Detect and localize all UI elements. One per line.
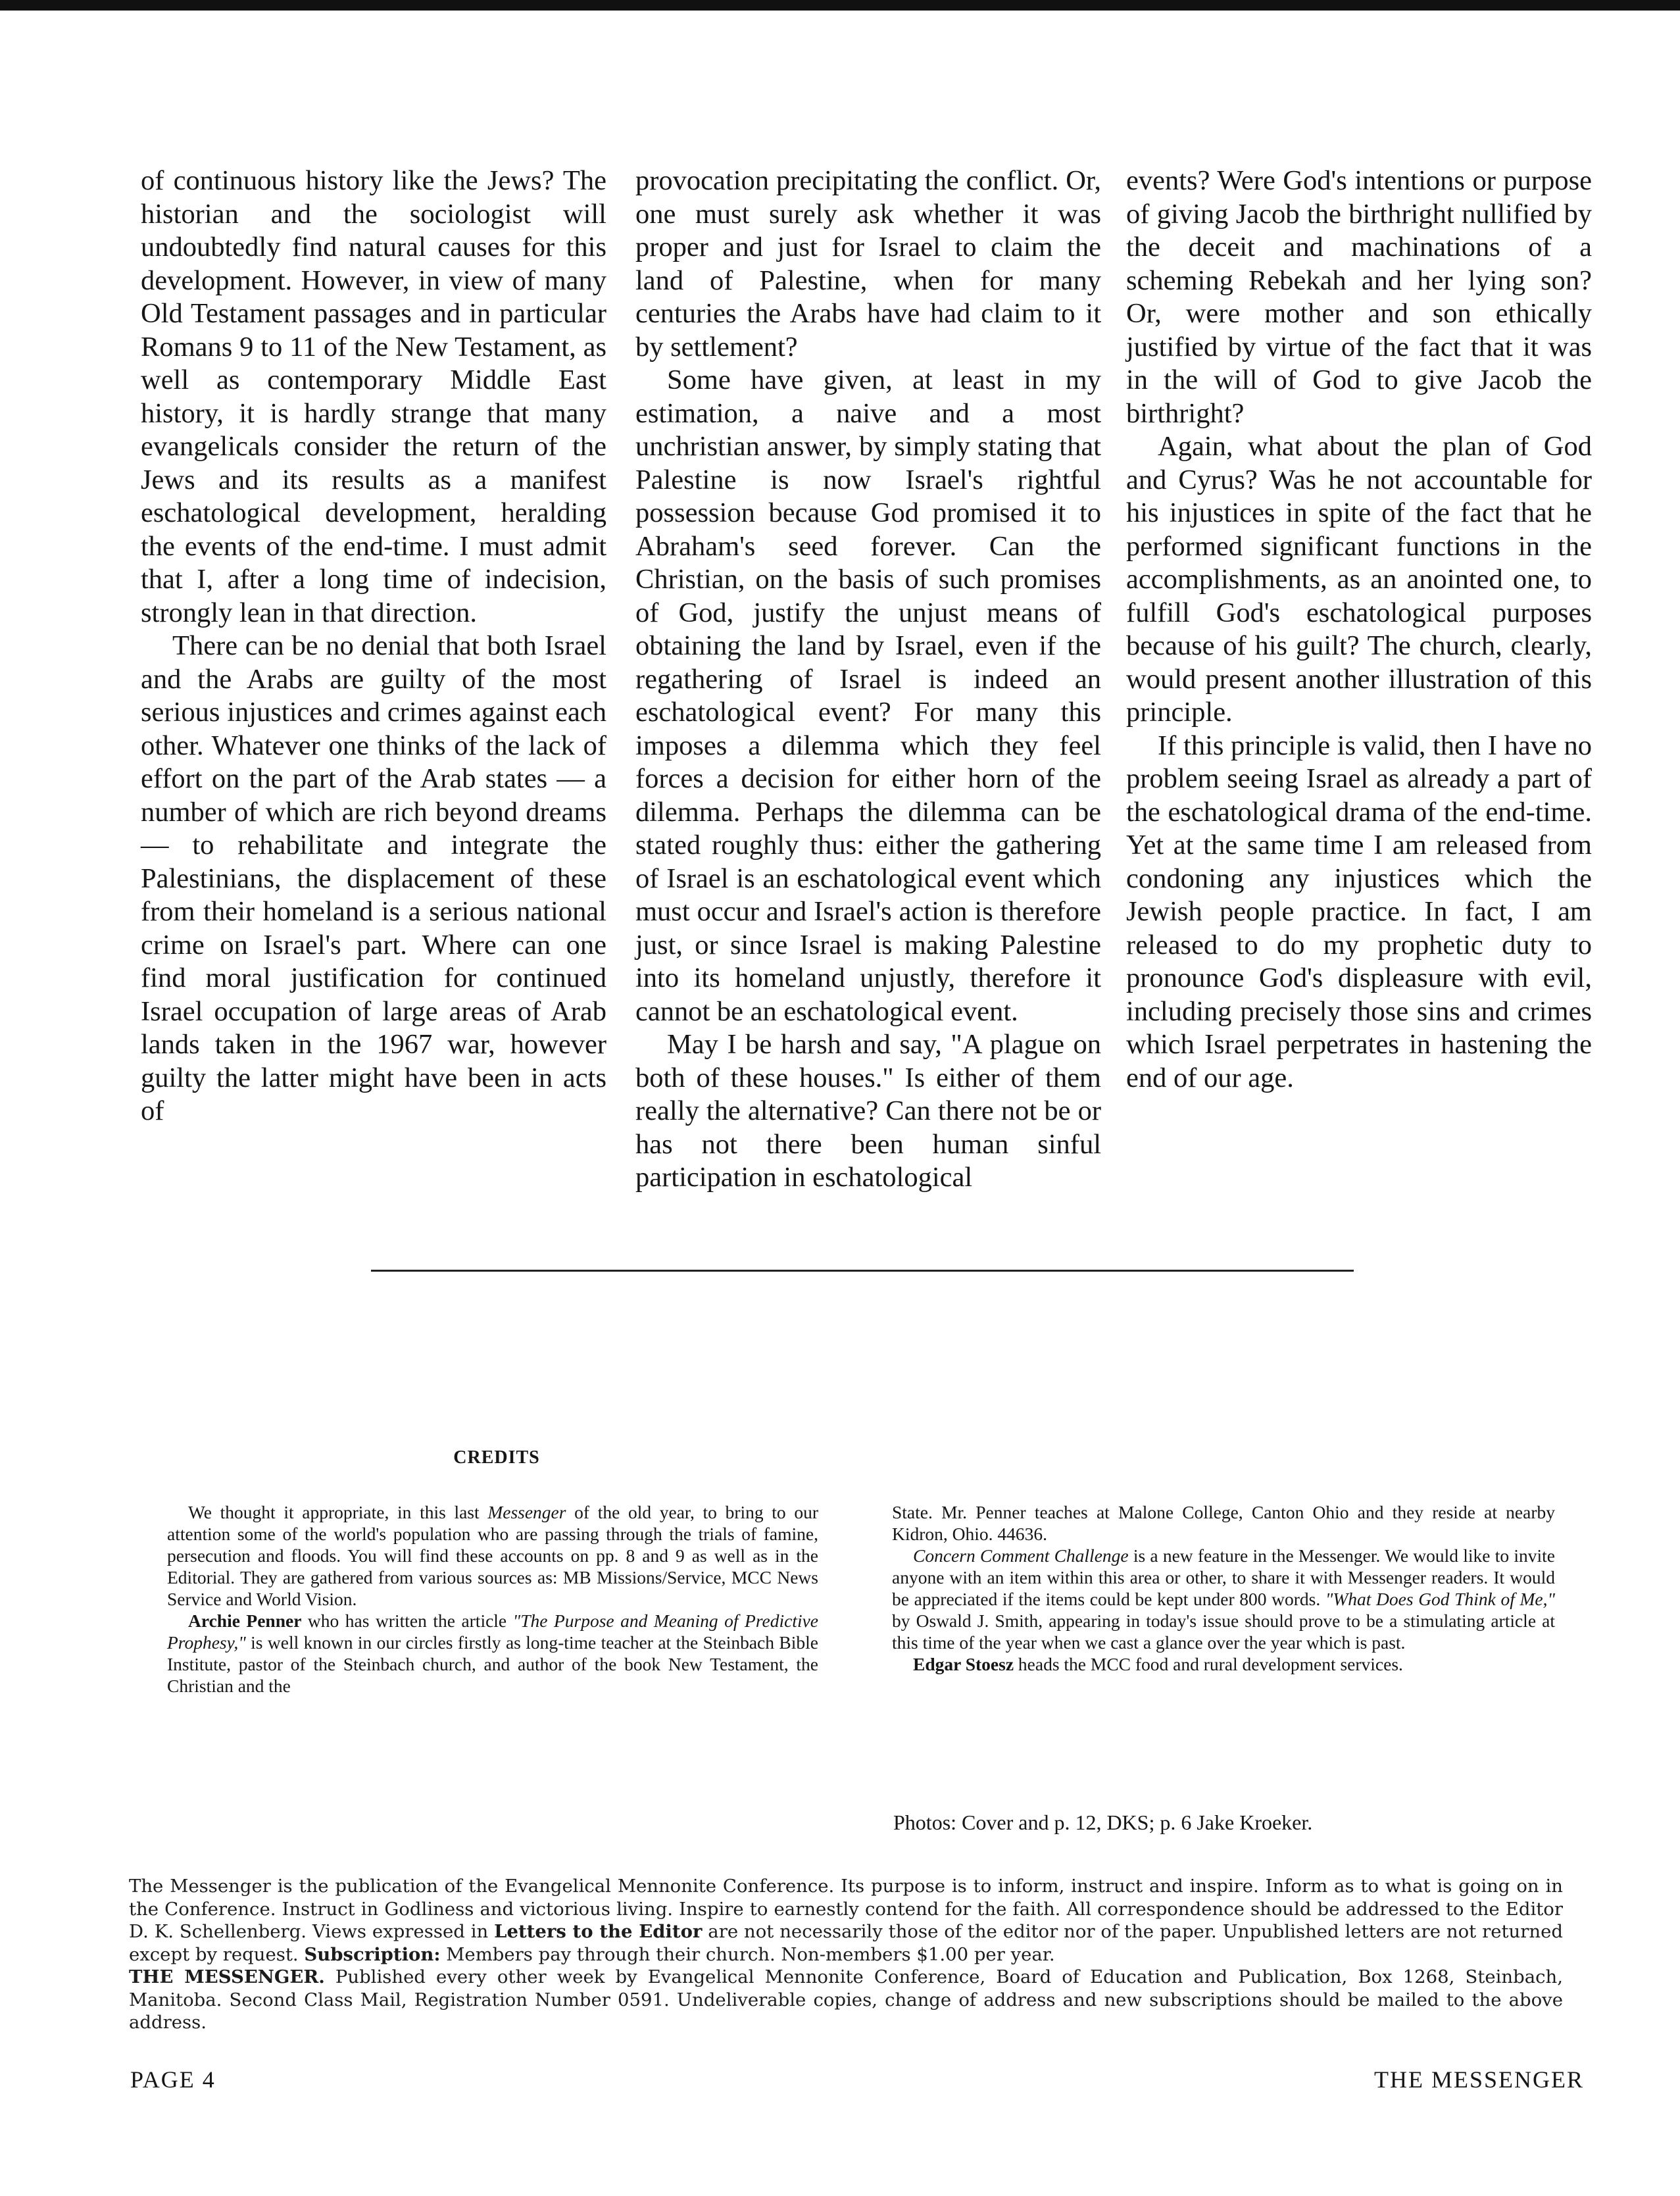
- page-number: PAGE 4: [130, 2066, 216, 2093]
- credits-heading: CREDITS: [453, 1447, 540, 1468]
- article-paragraph: If this principle is valid, then I have no problem seeing Israel as already a part of the eschatological drama of the end-time. Yet at the same time I am released from condoning any injustices which the Jewish people practice. In fact, I am released to do my prophetic duty to pronounce God's displeasure with evil, including precisely those sins and crimes which Israel perpetrates in hastening the end of our age.: [1126, 730, 1592, 1093]
- author-name: Edgar Stoesz: [913, 1654, 1014, 1674]
- article-paragraph: There can be no denial that both Israel and the Arabs are guilty of the most serious injustices and crimes against each other. Whatever one thinks of the lack of effort on the part of the Arab states — a number of which are rich beyond dreams — to rehabilitate and integrate the Palestinians, the displacement of these from their homeland is a serious national crime on Israel's part. Where can one find moral justification for continued Israel occupation of large areas of Arab lands taken in the 1967 war, however guilty the latter might have been in acts of: [141, 630, 606, 1126]
- article-paragraph: May I be harsh and say, "A plague on both of these houses." Is either of them really the alternative? Can there not be or has not there been human sinful participation in eschatological: [635, 1029, 1101, 1193]
- credits-column-right: [892, 1501, 1555, 1675]
- article-title: "The Purpose and Meaning of Predictive Prophesy,": [167, 1610, 818, 1653]
- credits-column-left: [167, 1501, 818, 1697]
- masthead-paragraph: The Messenger is the publication of the Evangelical Mennonite Conference. Its purpose is to inform, instruct and inspire. Inform as to what is going on in the Conference. Instruct in Godliness and victorious living. Inspire to earnestly contend for the faith. All correspondence should be addressed to the Editor D. K. Schellenberg. Views expressed in Letters to the Editor are not necessarily those of the editor nor of the paper. Unpublished letters are not returned except by request. Subscription: Members pay through their church. Non-members $1.00 per year.: [129, 1876, 1563, 1965]
- credits-paragraph: Edgar Stoesz heads the MCC food and rural development services.: [913, 1654, 1403, 1674]
- masthead-paragraph: THE MESSENGER. Published every other week by Evangelical Mennonite Conference, Board of Education and Publication, Box 1268, Steinbach, Manitoba. Second Class Mail, Registration Number 0591. Undeliverable copies, change of address and new subscriptions should be mailed to the above address.: [129, 1966, 1563, 2033]
- credits-paragraph: State. Mr. Penner teaches at Malone College, Canton Ohio and they reside at nearby Kidron, Ohio. 44636.: [892, 1502, 1555, 1544]
- credits-paragraph: Concern Comment Challenge is a new feature in the Messenger. We would like to invite anyone with an item within this area or other, to share it with Messenger readers. It would be appreciated if the items could be kept under 800 words. "What Does God Think of Me," by Oswald J. Smith, appearing in today's issue should prove to be a stimulating article at this time of the year when we cast a glance over the year which is past.: [892, 1545, 1555, 1653]
- scan-top-edge: [0, 0, 1680, 11]
- article-title: "What Does God Think of Me,": [1325, 1589, 1555, 1609]
- article-column-2: [635, 164, 1101, 1195]
- article-paragraph: of continuous history like the Jews? The historian and the sociologist will undoubtedly find natural causes for this development. However, in view of many Old Testament passages and in particular Romans 9 to 11 of the New Testament, as well as contemporary Middle East history, it is hardly strange that many evangelicals consider the return of the Jews and its results as a manifest eschatological development, heralding the events of the end-time. I must admit that I, after a long time of indecision, strongly lean in that direction.: [141, 165, 606, 628]
- article-column-3: [1126, 164, 1592, 1095]
- credits-paragraph: We thought it appropriate, in this last Messenger of the old year, to bring to our attention some of the world's population who are passing through the trials of famine, persecution and floods. You will find these accounts on pp. 8 and 9 as well as in the Editorial. They are gathered from various sources as: MB Missions/Service, MCC News Service and World Vision.: [167, 1502, 819, 1609]
- photo-credits: Photos: Cover and p. 12, DKS; p. 6 Jake Kroeker.: [893, 1810, 1313, 1834]
- article-paragraph: Some have given, at least in my estimation, a naive and a most unchristian answer, by simply stating that Palestine is now Israel's rightful possession because God promised it to Abraham's seed forever. Can the Christian, on the basis of such promises of God, justify the unjust means of obtaining the land by Israel, even if the regathering of Israel is indeed an eschatological event? For many this imposes a dilemma which they feel forces a decision for either horn of the dilemma. Perhaps the dilemma can be stated roughly thus: either the gathering of Israel is an eschatological event which must occur and Israel's action is therefore just, or since Israel is making Palestine into its homeland unjustly, therefore it cannot be an eschatological event.: [635, 364, 1101, 1027]
- section-divider: [371, 1270, 1354, 1272]
- author-name: Archie Penner: [188, 1610, 302, 1631]
- article-paragraph: Again, what about the plan of God and Cyrus? Was he not accountable for his injustices in spite of the fact that he performed significant functions in the accomplishments, as an anointed one, to fulfill God's eschatological purposes because of his guilt? The church, clearly, would present another illustration of this principle.: [1126, 431, 1592, 728]
- credits-paragraph: Archie Penner who has written the article "The Purpose and Meaning of Predictive Prophesy," is well known in our circles firstly as long-time teacher at the Steinbach Bible Institute, pastor of the Steinbach church, and author of the book New Testament, the Christian and the: [167, 1610, 818, 1696]
- article-paragraph: events? Were God's intentions or purpose of giving Jacob the birthright nullified by the deceit and machinations of a scheming Rebekah and her lying son? Or, were mother and son ethically justified by virtue of the fact that it was in the will of God to give Jacob the birthright?: [1126, 165, 1592, 429]
- publication-name: THE MESSENGER: [1373, 2066, 1584, 2093]
- article-paragraph: provocation precipitating the conflict. Or, one must surely ask whether it was proper and just for Israel to claim the land of Palestine, when for many centuries the Arabs have had claim to it by settlement?: [635, 165, 1101, 362]
- masthead-statement: [129, 1875, 1563, 2034]
- article-column-1: [141, 164, 606, 1128]
